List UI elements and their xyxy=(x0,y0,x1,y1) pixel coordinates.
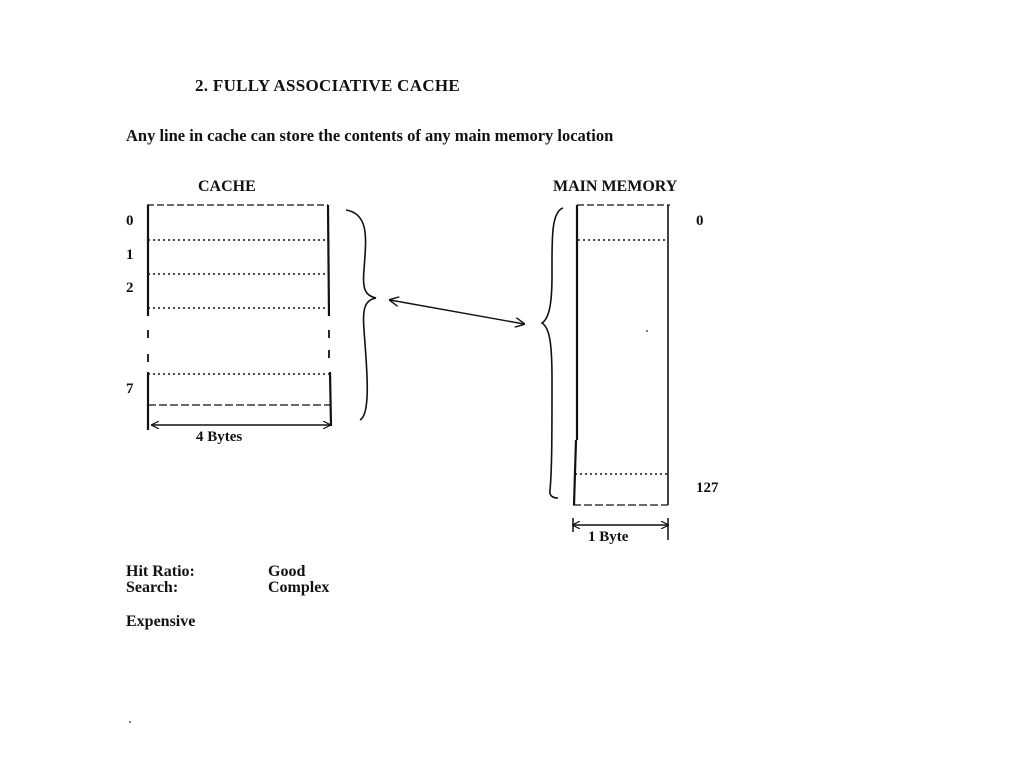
memory-width-label: 1 Byte xyxy=(588,529,629,545)
cache-row-label-2: 2 xyxy=(126,280,134,296)
cache-row-label-0: 0 xyxy=(126,213,134,229)
search-label: Search: xyxy=(126,579,179,596)
cache-width-label: 4 Bytes xyxy=(196,429,243,445)
page-title: 2. FULLY ASSOCIATIVE CACHE xyxy=(195,76,461,95)
cache-row-label-1: 1 xyxy=(126,247,134,263)
cache-row-label-7: 7 xyxy=(126,381,134,397)
scan-speck xyxy=(129,721,131,723)
memory-address-first: 0 xyxy=(696,213,704,229)
memory-brace xyxy=(542,208,563,498)
main-memory-block xyxy=(573,205,670,505)
mapping-arrow xyxy=(390,300,524,324)
main-memory-title: MAIN MEMORY xyxy=(553,178,678,195)
cache-block xyxy=(147,205,331,430)
memory-address-last: 127 xyxy=(696,480,719,496)
expensive-note: Expensive xyxy=(126,613,196,630)
hit-ratio-value: Good xyxy=(268,563,306,580)
cache-brace xyxy=(346,210,376,420)
scan-speck xyxy=(646,330,648,332)
cache-title: CACHE xyxy=(198,178,256,195)
search-value: Complex xyxy=(268,579,330,596)
hit-ratio-label: Hit Ratio: xyxy=(126,563,195,580)
subtitle: Any line in cache can store the contents of any main memory location xyxy=(126,126,614,145)
